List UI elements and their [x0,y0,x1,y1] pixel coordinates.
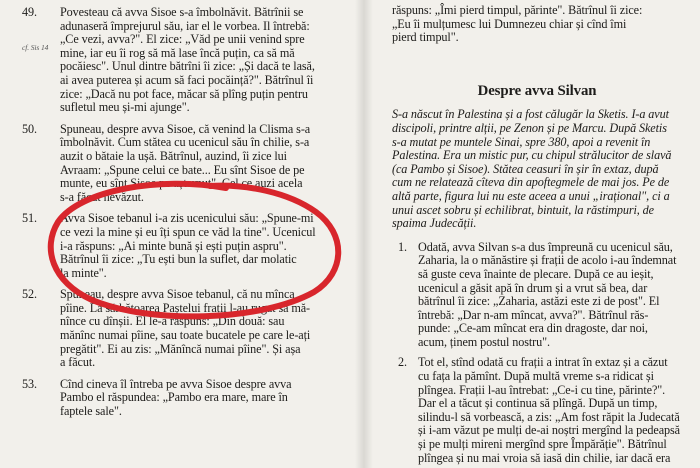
text-line: pîine. La sărbătoarea Paștelui frații l-au rugat să mă- [60,300,310,315]
text-line: plîngea și nu mai vroia să iasă din chilie, iar dacă era [418,450,671,465]
left-page [22,6,350,427]
text-line: ai avea puterea și acum să faci pocăință?". Bătrînul îi [60,72,314,87]
text-line: i-a răspuns: „Ai minte bună și ești puțin aspru". [60,238,287,253]
text-line: pierd timpul". [392,30,459,45]
text-line: mine, iar eu îi rog să mă lase încă puțin, ca să mă [60,45,295,60]
text-line: Cînd cineva îl întreba pe avva Sisoe despre avva [60,376,292,391]
paragraph-number: 52. [22,287,37,302]
text-line: zice: „Dacă nu pot face, măcar să plîng puțin pentru [60,86,308,101]
paragraph-number: 53. [22,376,37,391]
right-items [392,241,682,466]
paragraph-number: 51. [22,211,37,226]
text-line: plîngea. Frații l-au întrebat: „Ce-i cu tine, părinte?". [418,382,666,397]
paragraph-number: 50. [22,121,37,136]
text-line: nînce cu dînșii. El le-a răspuns: „Din două: sau [60,314,285,329]
text-line: pocăiesc". Unul dintre bătrîni îi zice: „Și dacă te lasă, [60,59,315,74]
text-line: Palestina. Era un mistic pur, cu chipul strălucitor de slavă [392,148,672,163]
text-line: discipoli, printre alții, pe Zenon și pe Marcu. După Sketis [392,120,667,135]
text-line: spaima Judecății. [392,216,477,231]
text-line: Avraam: „Spune celui ce bate... Eu sînt Sisoe de pe [60,162,305,177]
text-line: răspuns: „Îmi pierd timpul, părinte". Bătrînul îi zice: [392,3,643,17]
text-line: auzit o bătaie la ușă. Bătrînul, auzind, îi zice lui [60,148,287,163]
text-line: „Ce vezi, avva?". El zice: „Văd pe unii venind spre [60,32,305,47]
text-line: mănînc numai pîine, sau toate bucatele pe care le-ați [60,328,311,343]
text-line: întrebă: „Dar n-am mîncat, avva?". Bătrînul răs- [418,307,649,322]
text-line: Bătrînul îi zice: „Tu ești bun la suflet, dar molatic [60,252,297,267]
text-line: „Eu îi mulțumesc lui Dumnezeu chiar și cînd îmi [392,16,627,31]
paragraph-number: 49. [22,5,37,19]
numbered-paragraph [22,288,350,370]
text-line: îmbolnăvit. Cum stătea cu ucenicul său în chilie, s-a [60,135,310,150]
text-line: altă parte, figura lui nu este aceea a unui „irațional", ci a [392,188,670,203]
numbered-paragraph [22,123,350,205]
text-line: Dar el a tăcut și continua să plîngă. După un timp, [418,396,658,411]
text-line: și i-am văzut pe mulți de-ai noștri mergînd la pedeapsă [418,423,680,438]
section-title: Despre avva Silvan [477,82,597,99]
text-line: acum, ținem postul nostru". [418,334,550,349]
text-line: ucenicul a găsit apă în drum și a vrut să bea, dar [418,280,648,295]
numbered-paragraph [22,6,350,115]
text-line: Zaharia, la o mănăstire și frații de acolo i-au îndemnat [418,253,677,268]
text-line: unui ascet sobru și echilibrat, bintuit, la răstimpuri, de [392,202,654,217]
text-line: S-a născut în Palestina și a fost călugăr la Sketis. I-a avut [392,107,669,122]
text-line: sufletul meu și-mi ajunge". [60,100,190,115]
text-line: ce vezi la mine și eu îți spun ce văd la tine". Ucenicul [60,224,316,239]
paragraph-number: 2. [398,355,407,370]
left-items [22,6,350,419]
text-line: s-a mutat pe muntele Sinai, spre 380, apoi a revenit în [392,134,651,149]
right-page [392,4,682,468]
numbered-paragraph [392,356,682,465]
text-line: cu fața la pămînt. După multă vreme s-a ridicat și [418,369,654,384]
text-line: pregătit". Ei au zis: „Mănîncă numai pîine". Și așa [60,341,301,356]
text-line: Spuneau, despre avva Sisoe tebanul, că nu mînca [60,287,295,302]
right-top-paragraph [392,4,682,45]
text-line: s-a făcut nevăzut. [60,189,144,204]
text-line: bătrînul îi zice: „Zaharia, astăzi este zi de post". El [418,294,660,309]
text-line: cum ne relatează cîteva din apoftegmele de mai jos. Pe de [392,175,670,190]
text-line: faptele sale". [60,404,122,419]
numbered-paragraph [392,241,682,350]
text-line: Odată, avva Silvan s-a dus împreună cu ucenicul său, [418,239,673,254]
text-line: adunaseră împrejurul său, iar el le vorbea. Il întrebă: [60,18,310,33]
numbered-paragraph [22,212,350,280]
text-line: punde: „Ce-am mîncat era din dragoste, dar noi, [418,321,648,336]
text-line: la minte". [60,265,107,280]
margin-note: cf. Sis 14 [22,43,49,52]
text-line: (ca Pambo și Sisoe). Stătea ceasuri în șir în extaz, după [392,161,659,176]
text-line: munte, eu sînt Sisoe pe așternut". Cel ce auzi acela [60,176,303,191]
text-line: Avva Sisoe tebanul i-a zis ucenicului său: „Spune-mi [60,211,314,226]
book-spine [355,0,373,468]
paragraph-number: 1. [398,239,407,254]
text-line: Spuneau, despre avva Sisoe, că venind la Clisma s-a [60,121,311,136]
text-line: și pe mulți mireni mergînd spre Împărăție". Bătrînul [418,437,667,452]
text-line: Pambo el răspundea: „Pambo era mare, mare în [60,390,288,405]
section-intro [392,108,682,230]
text-line: să guste ceva înainte de plecare. După ce au ieșit, [418,266,654,281]
text-line: silindu-l să vorbească, a zis: „Am fost răpit la Judecată [418,409,680,424]
numbered-paragraph [22,378,350,419]
text-line: a făcut. [60,355,96,370]
text-line: Povesteau că avva Sisoe s-a îmbolnăvit. Bătrînii se [60,5,304,19]
text-line: Tot el, stînd odată cu frații a intrat în extaz și a căzut [418,355,668,370]
